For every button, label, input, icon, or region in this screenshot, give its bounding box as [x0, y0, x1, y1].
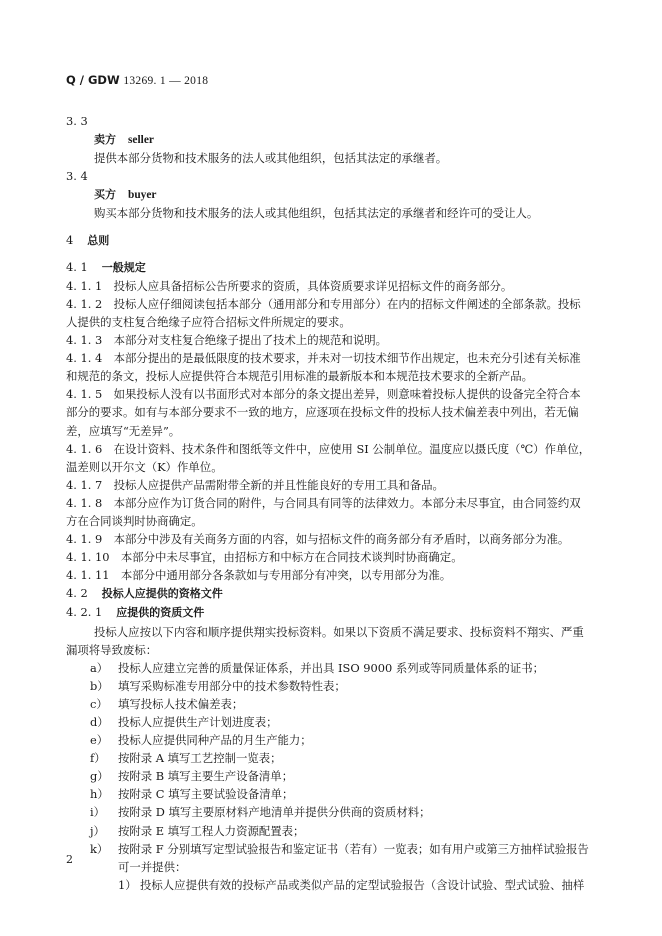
- clause: 4. 1. 2 投标人应仔细阅读包括本部分（通用部分和专用部分）在内的招标文件阐述的全部条款。投标: [66, 296, 581, 311]
- list-text: 投标人应提供同种产品的月生产能力；: [118, 733, 312, 748]
- clause: 4. 1. 10 本部分中未尽事宜，由招标方和中标方在合同技术谈判时协商确定。: [66, 550, 463, 565]
- clause: 4. 1. 7 投标人应提供产品需附带全新的并且性能良好的专用工具和备品。: [66, 477, 444, 492]
- subsubsection-heading: [66, 603, 596, 622]
- list-text: 填写投标人技术偏差表；: [118, 696, 244, 711]
- list-text: 填写采购标准专用部分中的技术参数特性表；: [118, 678, 346, 693]
- subsubsection-title: 应提供的资质文件: [116, 606, 205, 620]
- list-item: [66, 677, 596, 695]
- clause-continued: 方在合同谈判时协商确定。: [66, 513, 203, 528]
- list-label: h）: [90, 787, 109, 802]
- subsection-heading: [66, 584, 596, 603]
- section-number: 4: [66, 232, 74, 247]
- list-label: g）: [90, 769, 109, 784]
- list-item: [66, 767, 596, 785]
- subsection-title: 投标人应提供的资格文件: [101, 587, 223, 601]
- term-cn: 买方: [94, 188, 116, 202]
- clause-continued: 部分的要求。如有与本部分要求不一致的地方，应逐项在投标文件的投标人技术偏差表中列出，若无偏: [66, 405, 579, 420]
- term-cn: 卖方: [94, 133, 116, 147]
- term-number: 3. 4: [66, 169, 88, 184]
- list-label: i）: [90, 805, 106, 820]
- list-text: 投标人应建立完善的质量保证体系，并出具 ISO 9000 系列或等同质量体系的证书；: [118, 660, 544, 675]
- clause: 4. 1. 5 如果投标人没有以书面形式对本部分的条文提出差异，则意味着投标人提供的设备完全符合本: [66, 387, 581, 402]
- subsection-number: 4. 1: [66, 259, 88, 274]
- list-text: 按附录 C 填写主要试验设备清单；: [118, 787, 294, 802]
- subsection-heading: [66, 258, 596, 277]
- term-number: 3. 3: [66, 114, 88, 128]
- document-body: [66, 112, 596, 894]
- list-label: b）: [90, 678, 109, 693]
- list-item: [66, 822, 596, 840]
- list-item: [66, 840, 596, 858]
- sub-list-item: [66, 876, 596, 894]
- list-label: d）: [90, 715, 109, 729]
- list-label: f）: [90, 751, 106, 766]
- subsection-number: 4. 2: [66, 586, 88, 601]
- term-en: buyer: [128, 189, 157, 202]
- section-heading: [66, 231, 596, 250]
- list-label: c）: [90, 696, 108, 711]
- list-item: [66, 803, 596, 821]
- list-text: 按附录 A 填写工艺控制一览表；: [118, 751, 282, 766]
- list-item: [66, 695, 596, 713]
- list-label: a）: [90, 660, 109, 675]
- list-text: 按附录 D 填写主要原材料产地清单并提供分供商的资质材料；: [118, 805, 431, 820]
- standard-prefix: Q / GDW: [66, 73, 120, 87]
- sub-list-text: 投标人应提供有效的投标产品或类似产品的定型试验报告（含设计试验、型式试验、抽样: [140, 877, 585, 892]
- clause-continued: 差，应填写“无差异”。: [66, 423, 181, 438]
- list-item: [66, 785, 596, 803]
- clause-continued: 温差则以开尔文（K）作单位。: [66, 459, 223, 474]
- list-text: 按附录 E 填写工程人力资源配置表；: [118, 823, 305, 838]
- sub-list-label: 1）: [118, 877, 137, 892]
- list-text: 按附录 F 分别填写定型试验报告和鉴定证书（若有）一览表；如有用户或第三方抽样试验报告: [118, 841, 589, 856]
- subsection-title: 一般规定: [101, 260, 146, 274]
- clause: 4. 1. 8 本部分应作为订货合同的附件，与合同具有同等的法律效力。本部分未尽事宜，由合同签约双: [66, 495, 581, 510]
- list-text: 按附录 B 填写主要生产设备清单；: [118, 769, 294, 784]
- list-item-continued: 可一并提供：: [118, 859, 187, 874]
- clause: 4. 1. 9 本部分中涉及有关商务方面的内容，如与招标文件的商务部分有矛盾时，以商务部分为准。: [66, 532, 570, 547]
- paragraph: 投标人应按以下内容和顺序提供翔实投标资料。如果以下资质不满足要求、投标资料不翔实、严重: [94, 624, 584, 639]
- section-title: 总则: [87, 233, 110, 247]
- clause: 4. 1. 6 在设计资料、技术条件和图纸等文件中，应使用 SI 公制单位。温度应以摄氏度（℃）作单位，: [66, 441, 591, 456]
- term-definition: 购买本部分货物和技术服务的法人或其他组织，包括其法定的承继者和经许可的受让人。: [94, 206, 539, 221]
- clause: 4. 1. 3 本部分对支柱复合绝缘子提出了技术上的规范和说明。: [66, 333, 387, 348]
- subsubsection-number: 4. 2. 1: [66, 605, 103, 620]
- list-item: [66, 713, 596, 731]
- list-text: 投标人应提供生产计划进度表；: [118, 715, 278, 729]
- page-header: [66, 73, 208, 87]
- clause: 4. 1. 4 本部分提出的是最低限度的技术要求，并未对一切技术细节作出规定，也未充分引述有关标准: [66, 351, 581, 366]
- term-definition: 提供本部分货物和技术服务的法人或其他组织，包括其法定的承继者。: [94, 151, 448, 166]
- clause-continued: 人提供的支柱复合绝缘子应符合招标文件所规定的要求。: [66, 314, 351, 329]
- list-item: [66, 749, 596, 767]
- list-label: k）: [90, 841, 109, 856]
- clause: 4. 1. 1 投标人应具备招标公告所要求的资质，具体资质要求详见招标文件的商务部分。: [66, 278, 513, 293]
- list-item: [66, 731, 596, 749]
- list-item: [66, 659, 596, 677]
- list-label: e）: [90, 733, 109, 748]
- term-heading: [66, 185, 596, 204]
- clause-continued: 和规范的条文，投标人应提供符合本规范引用标准的最新版本和本规范技术要求的全新产品。: [66, 369, 534, 384]
- page-number: 2: [66, 853, 73, 866]
- term-en: seller: [128, 134, 154, 147]
- clause: 4. 1. 11 本部分中通用部分各条款如与专用部分有冲突，以专用部分为准。: [66, 568, 452, 583]
- standard-number: 13269. 1 — 2018: [123, 75, 209, 87]
- list-label: j）: [90, 823, 105, 838]
- term-heading: [66, 130, 596, 149]
- paragraph-continued: 漏项将导致废标：: [66, 642, 158, 657]
